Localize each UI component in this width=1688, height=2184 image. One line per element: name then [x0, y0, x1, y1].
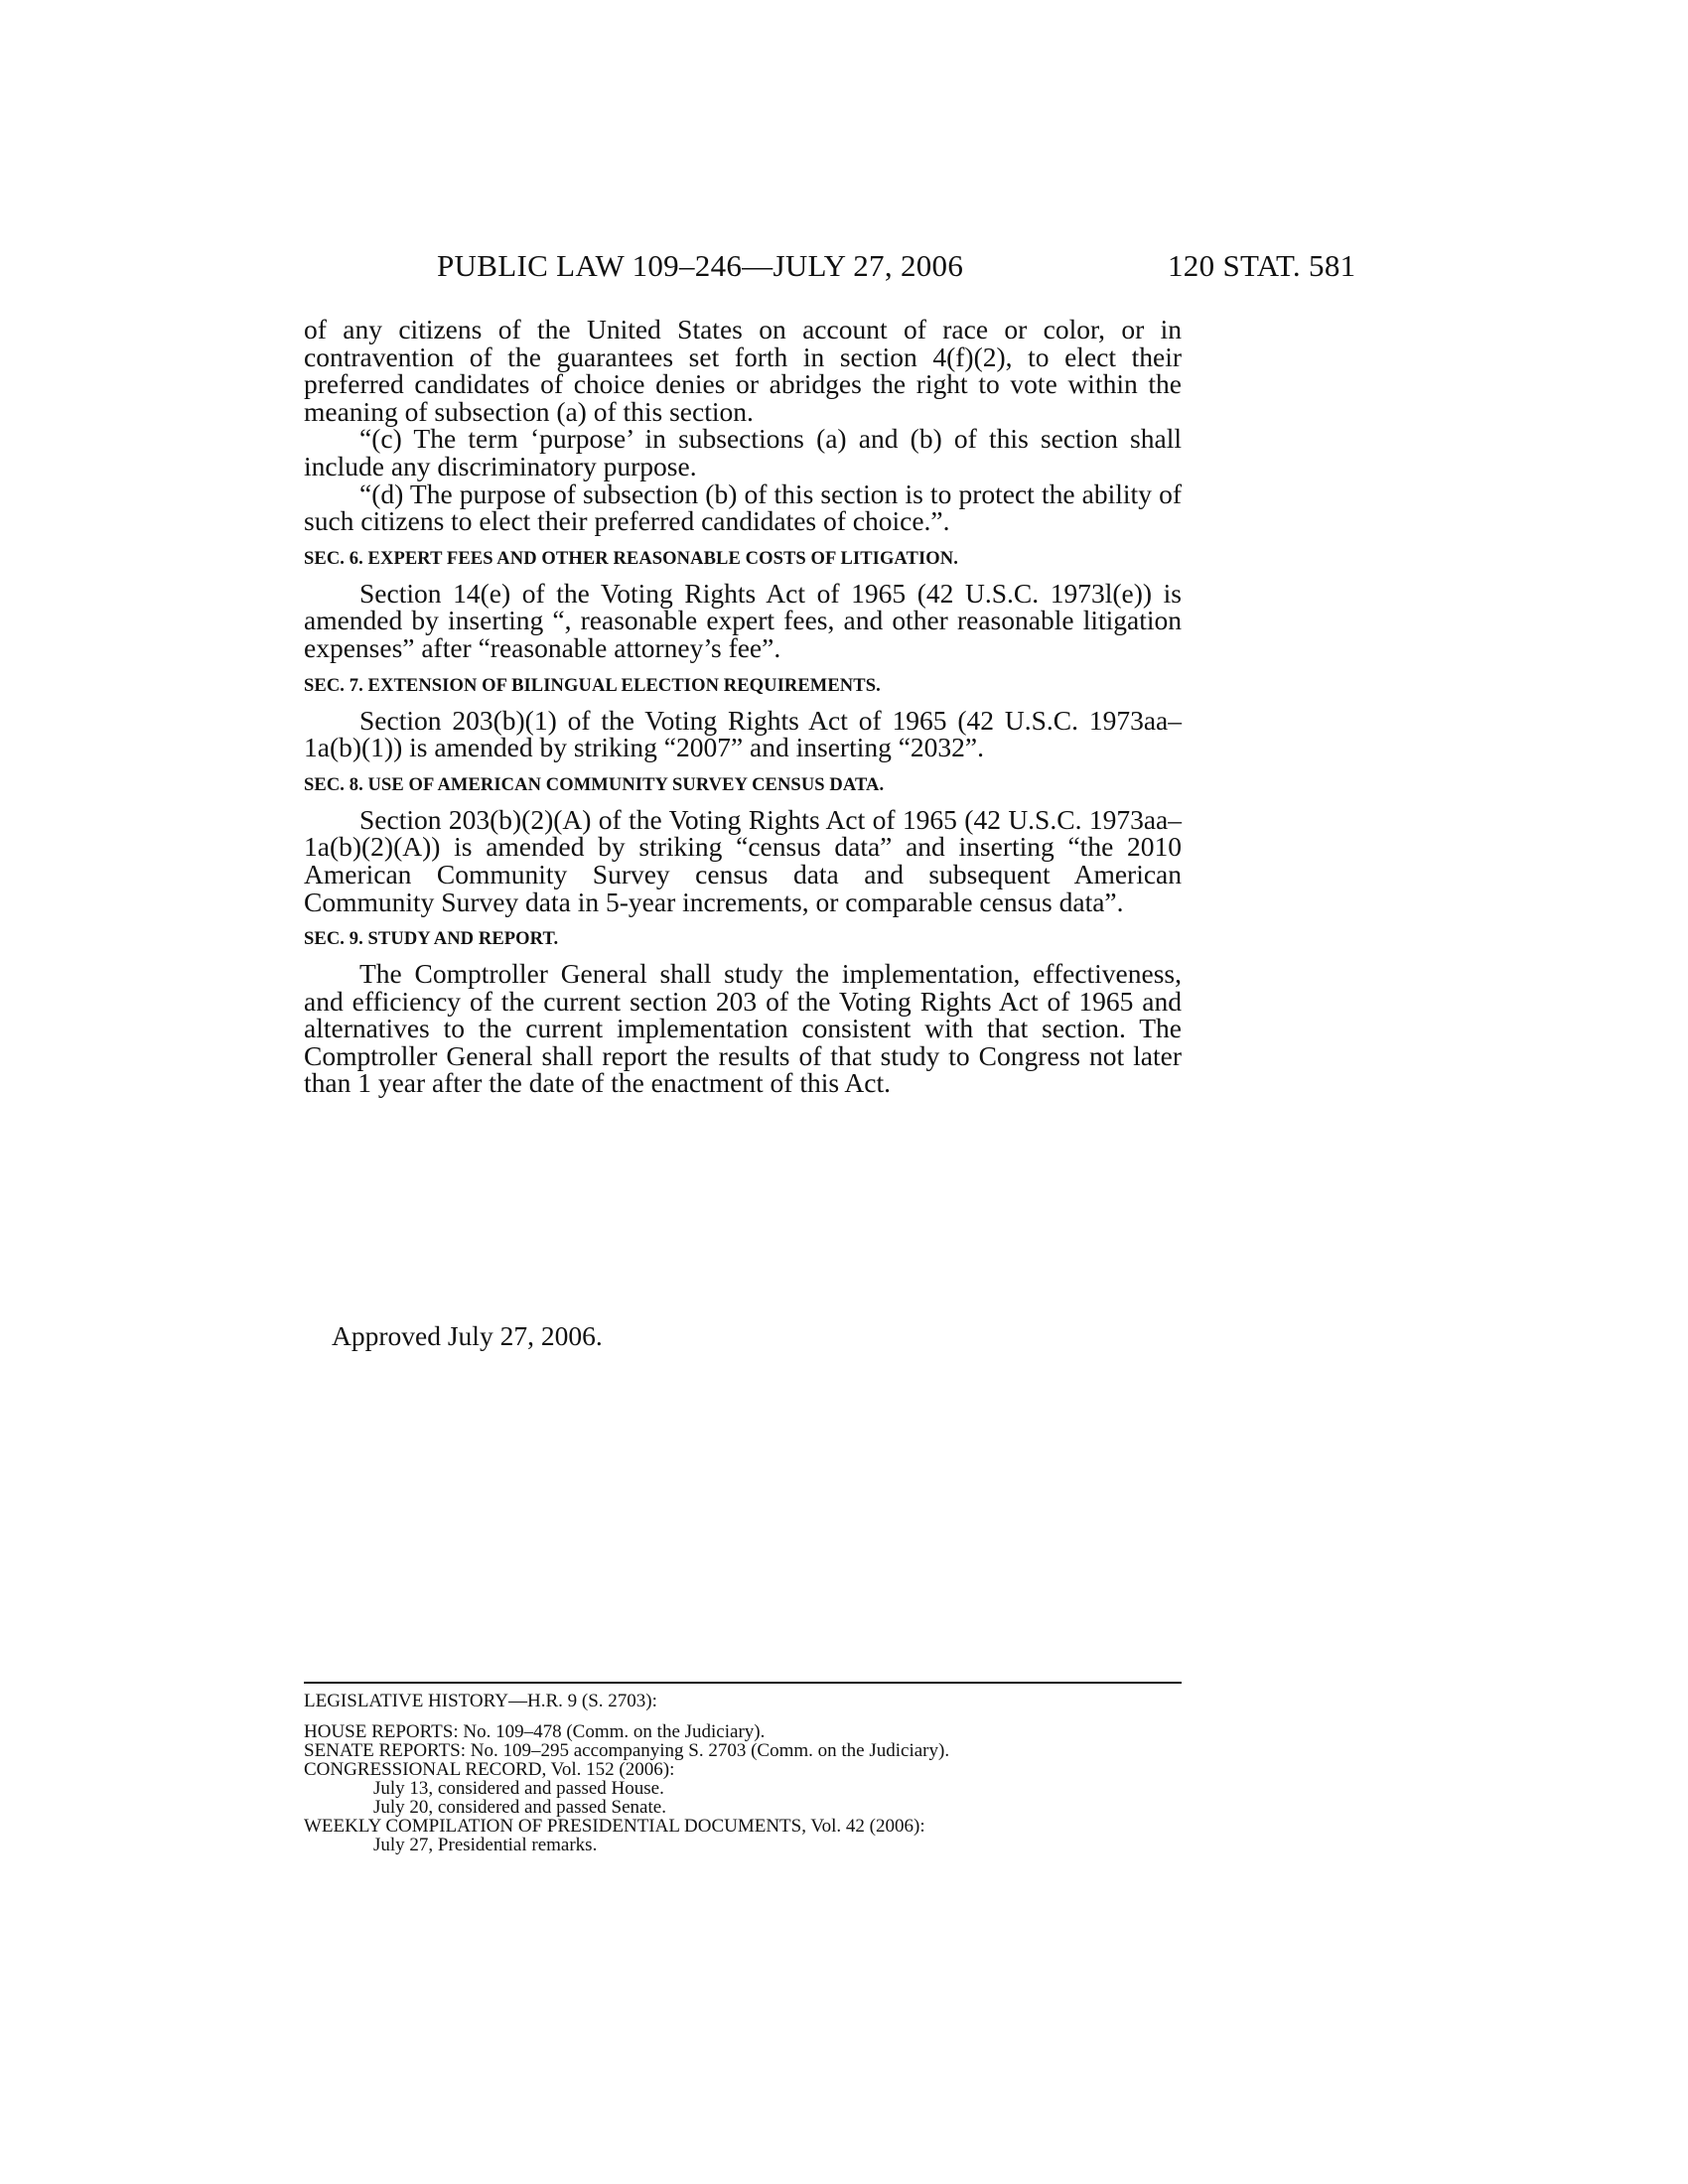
paragraph-c: “(c) The term ‘purpose’ in subsections (a) and (b) of this section shall include any discriminatory purpose. — [304, 423, 1182, 481]
approval-date: Approved July 27, 2006. — [332, 1320, 603, 1351]
weekly-compilation: WEEKLY COMPILATION OF PRESIDENTIAL DOCUMENTS, Vol. 42 (2006): — [304, 1816, 925, 1837]
section-8-text: Section 203(b)(2)(A) of the Voting Rights Act of 1965 (42 U.S.C. 1973aa–1a(b)(2)(A)) is amended by striking “census data” and inserting “the 2010 American Community Survey census data and subsequent American Community Survey data in 5-year increments, or comparable census data”. — [304, 803, 1182, 917]
paragraph-continued: of any citizens of the United States on account of race or color, or in contravention of the guarantees set forth in section 4(f)(2), to elect their preferred candidates of choice denies or abridges the right to vote within the meaning of subsection (a) of this section. — [304, 314, 1182, 427]
paragraph-d: “(d) The purpose of subsection (b) of this section is to protect the ability of such citizens to elect their preferred candidates of choice.”. — [304, 478, 1182, 537]
section-6-text: Section 14(e) of the Voting Rights Act of 1965 (42 U.S.C. 1973l(e)) is amended by inserting “, reasonable expert fees, and other reasonable litigation expenses” after “reasonable attorney’s fee”. — [304, 577, 1182, 663]
record-entry-july-13: July 13, considered and passed House. — [373, 1778, 664, 1799]
stat-page-number: 120 STAT. 581 — [1168, 248, 1356, 283]
main-text — [304, 316, 1182, 1097]
running-head-title: PUBLIC LAW 109–246—JULY 27, 2006 — [437, 248, 964, 283]
senate-reports: SENATE REPORTS: No. 109–295 accompanying S. 2703 (Comm. on the Judiciary). — [304, 1740, 950, 1761]
congressional-record: CONGRESSIONAL RECORD, Vol. 152 (2006): — [304, 1759, 675, 1780]
section-9-text: The Comptroller General shall study the implementation, effectiveness, and efficiency of the current section 203 of the Voting Rights Act of 1965 and alternatives to the current implementation consistent with that section. The Comptroller General shall report the results of that study to Congress not later than 1 year after the date of the enactment of this Act. — [304, 958, 1182, 1099]
house-reports: HOUSE REPORTS: No. 109–478 (Comm. on the Judiciary). — [304, 1721, 766, 1742]
section-9-heading: SEC. 9. STUDY AND REPORT. — [304, 929, 559, 950]
section-6-heading: SEC. 6. EXPERT FEES AND OTHER REASONABLE COSTS OF LITIGATION. — [304, 548, 958, 569]
legislative-history — [304, 1682, 1182, 1854]
compilation-entry-july-27: July 27, Presidential remarks. — [373, 1835, 598, 1855]
legislative-history-title: LEGISLATIVE HISTORY—H.R. 9 (S. 2703): — [304, 1691, 657, 1711]
section-7-heading: SEC. 7. EXTENSION OF BILINGUAL ELECTION REQUIREMENTS. — [304, 675, 881, 696]
section-7-text: Section 203(b)(1) of the Voting Rights Act of 1965 (42 U.S.C. 1973aa–1a(b)(1)) is amended by striking “2007” and inserting “2032”. — [304, 704, 1182, 763]
section-8-heading: SEC. 8. USE OF AMERICAN COMMUNITY SURVEY CENSUS DATA. — [304, 774, 885, 795]
record-entry-july-20: July 20, considered and passed Senate. — [373, 1797, 666, 1818]
